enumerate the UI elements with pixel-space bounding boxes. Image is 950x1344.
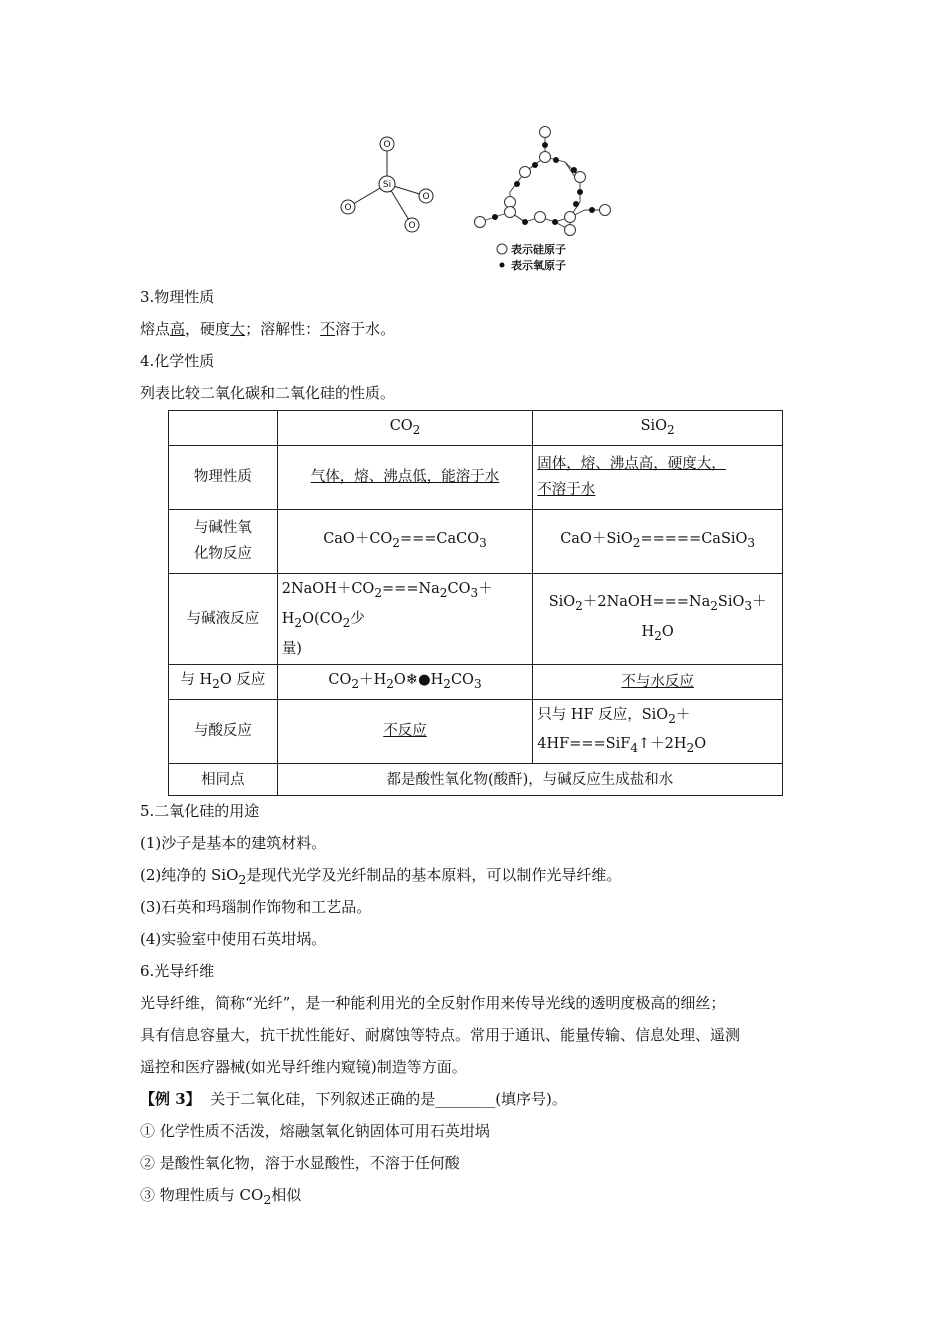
- structure-diagram: [330, 122, 620, 277]
- paragraph-line: 遥控和医疗器械(如光导纤维内窥镜)制造等方面。: [140, 1058, 467, 1076]
- sio2-cell: 固体，熔、沸点高，硬度大， 不溶于水: [533, 445, 783, 509]
- list-item: (3)石英和玛瑙制作饰物和工艺品。: [140, 898, 372, 916]
- silica-structure-figure: [330, 122, 620, 281]
- row-label: 与酸反应: [169, 699, 278, 764]
- physical-properties-line: [140, 318, 395, 340]
- list-item: (1)沙子是基本的建筑材料。: [140, 834, 327, 852]
- oxygen-label: O: [383, 140, 391, 150]
- header-co2: $CO_2$: [277, 411, 533, 446]
- answer-blank: 不: [320, 320, 336, 338]
- paragraph-line: 具有信息容量大，抗干扰性能好、耐腐蚀等特点。常用于通讯、能量传输、信息处理、遥测: [140, 1026, 741, 1044]
- option-1: ① 化学性质不活泼，熔融氢氧化钠固体可用石英坩埚: [140, 1122, 490, 1140]
- co2-cell: 气体，熔、沸点低，能溶于水: [277, 445, 533, 509]
- list-item: (2)纯净的 SiO$_2$是现代光学及光纤制品的基本原料，可以制作光导纤维。: [140, 866, 622, 887]
- table-row: [169, 664, 783, 699]
- section-5-title: 5.二氧化硅的用途: [140, 802, 260, 820]
- sio2-cell: CaO＋SiO$_2$=====CaSiO$_3$: [533, 509, 783, 573]
- row-label: 与碱性氧 化物反应: [169, 509, 278, 573]
- row-label: 与 $H_2O$ 反应: [169, 664, 278, 699]
- text: 熔点: [140, 320, 171, 338]
- row-label: 物理性质: [169, 445, 278, 509]
- table-row: [169, 764, 783, 796]
- sio2-cell: $SiO_2+2NaOH===Na_2SiO_3+H_2O$: [533, 573, 783, 664]
- text: ；溶解性：: [245, 320, 321, 338]
- table-row: [169, 509, 783, 573]
- co2-cell: $CO_2+H_2O❄●H_2CO_3$: [277, 664, 533, 699]
- list-item: (4)实验室中使用石英坩埚。: [140, 930, 327, 948]
- example-tag: 【例 3】: [140, 1090, 201, 1108]
- example-stem: [140, 1088, 567, 1110]
- section-6-title: 6.光导纤维: [140, 962, 215, 980]
- co2-cell: $CaO+CO_2===CaCO_3$: [277, 509, 533, 573]
- co2-cell: 不反应: [277, 699, 533, 764]
- header-empty: [169, 411, 278, 446]
- option-2: ② 是酸性氧化物，溶于水显酸性，不溶于任何酸: [140, 1154, 460, 1172]
- silicon-legend-marker: [497, 244, 507, 254]
- header-sio2: SiO$_2$: [533, 411, 783, 446]
- sio2-cell: 只与 HF 反应，SiO$_2$＋ $4HF===SiF_4↑+2H_2O$: [533, 699, 783, 764]
- section-3-title: 3.物理性质: [140, 288, 215, 306]
- legend-oxygen: 表示氧原子: [511, 259, 566, 272]
- comparison-table: [168, 410, 783, 796]
- row-label: 相同点: [169, 764, 278, 796]
- table-row: [169, 573, 783, 664]
- table-row: [169, 445, 783, 509]
- text: ，硬度: [185, 320, 231, 338]
- co2-cell: $2NaOH+CO_2===Na_2CO_3+H_2O(CO_2$少 量): [277, 573, 533, 664]
- oxygen-label: O: [344, 203, 352, 213]
- question-text: 关于二氧化硅，下列叙述正确的是________(填序号)。: [200, 1090, 567, 1108]
- section-4-title: 4.化学性质: [140, 352, 215, 370]
- table-row: [169, 699, 783, 764]
- sio2-cell: 不与水反应: [533, 664, 783, 699]
- common-cell: 都是酸性氧化物(酸酐)，与碱反应生成盐和水: [277, 764, 782, 796]
- oxygen-label: O: [422, 192, 430, 202]
- text: 溶于水。: [335, 320, 396, 338]
- answer-blank: 高: [170, 320, 186, 338]
- section-4-intro: 列表比较二氧化碳和二氧化硅的性质。: [140, 384, 396, 402]
- legend-silicon: 表示硅原子: [511, 243, 566, 256]
- silicon-label: Si: [382, 180, 392, 190]
- answer-blank: 大: [230, 320, 246, 338]
- table-row: [169, 411, 783, 446]
- row-label: 与碱液反应: [169, 573, 278, 664]
- oxygen-label: O: [408, 221, 416, 231]
- paragraph-line: 光导纤维，简称“光纤”，是一种能利用光的全反射作用来传导光线的透明度极高的细丝；: [140, 994, 726, 1012]
- oxygen-legend-marker: [500, 263, 505, 268]
- option-3: ③ 物理性质与 $CO_2$相似: [140, 1186, 302, 1207]
